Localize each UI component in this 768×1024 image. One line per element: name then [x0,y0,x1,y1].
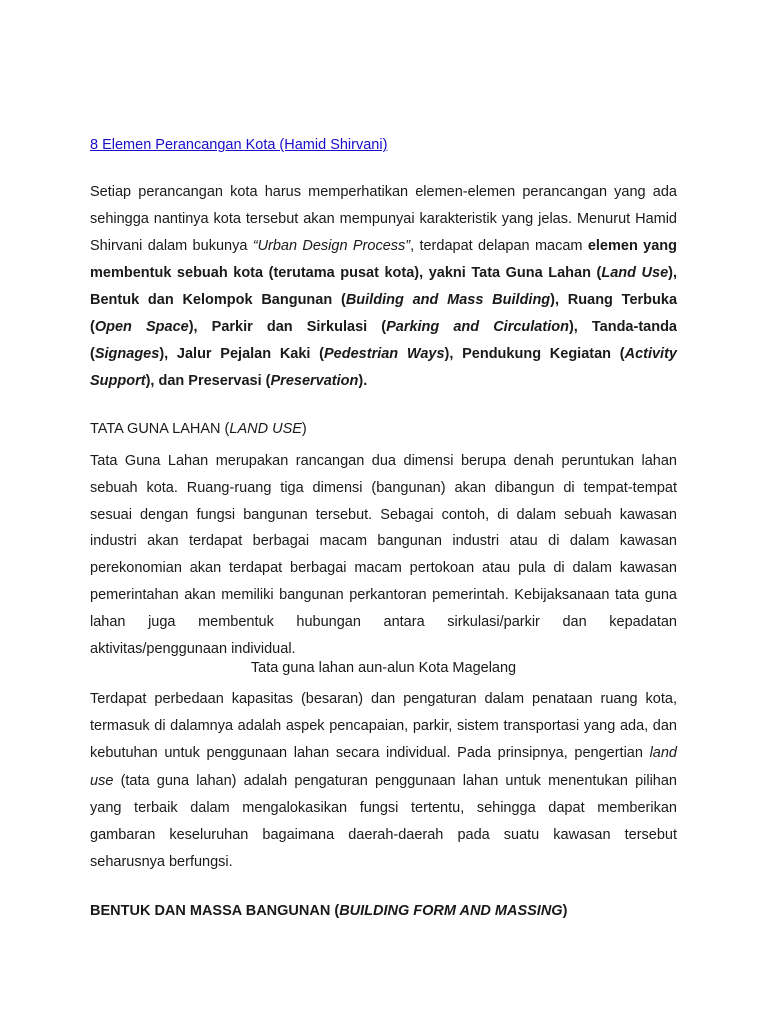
term-preservation: Preservation [270,373,359,389]
intro-bold-3: ), Ruang Terbuka ( [90,292,678,335]
land-use-para2-b: (tata guna lahan) adalah pengaturan penggunaan lahan untuk menentukan pilihan yang terbaik dalam mengalokasikan fungsi tertentu, sehingga dapat memberikan gambaran keseluruhan bagaimana daerah-daerah pada suatu kawasan tersebut seharusnya berfungsi. [90,772,677,871]
intro-bold-8: ), dan Preservasi ( [145,373,271,389]
land-use-paragraph-1: Tata Guna Lahan merupakan rancangan dua dimensi berupa denah peruntukan lahan sebuah kota. Ruang-ruang tiga dimensi (bangunan) akan dibangun di tempat-tempat sesuai dengan fungsi bangunan tersebut. Sebagai contoh, di dalam sebuah kawasan industri akan terdapat berbagai macam bangunan industri atau di dalam kawasan perekonomian akan terdapat berbagai macam pertokoan atau pula di dalam kawasan pemerintahan akan memiliki bangunan perkantoran pemerintah. Kebijaksanaan tata guna lahan juga membentuk hubungan antara sirkulasi/parkir dan kepadatan aktivitas/penggunaan individual. [90,453,677,657]
term-pedestrian: Pedestrian Ways [324,346,445,362]
image-caption: Tata guna lahan aun-alun Kota Magelang [250,660,517,676]
heading-land-use-c: ) [301,421,307,437]
heading-building-c: ) [562,903,568,919]
term-activity: Activity Support [90,346,677,389]
heading-building-b: BUILDING FORM AND MASSING [339,903,563,919]
intro-paragraph [90,179,677,395]
heading-building-form [90,903,567,919]
land-use-paragraph-2 [90,686,677,876]
intro-bold-4: ), Parkir dan Sirkulasi ( [188,319,387,335]
intro-bold-6: ), Jalur Pejalan Kaki ( [159,346,325,362]
intro-text-2: , terdapat delapan macam [410,238,588,254]
intro-bold-1: elemen yang membentuk sebuah kota (terutama pusat kota), yakni Tata Guna Lahan ( [90,238,677,281]
term-land-use: Land Use [601,265,669,281]
intro-bold-7: ), Pendukung Kegiatan ( [444,346,625,362]
heading-land-use-b: LAND USE [229,421,302,437]
heading-building-a: BENTUK DAN MASSA BANGUNAN ( [90,903,340,919]
book-title: “Urban Design Process” [252,238,411,254]
intro-bold-5: ), Tanda-tanda ( [90,319,677,362]
heading-land-use [90,421,307,437]
document-title-link[interactable]: 8 Elemen Perancangan Kota (Hamid Shirvani) [90,137,388,153]
term-signages: Signages [94,346,160,362]
term-parking: Parking and Circulation [386,319,569,335]
heading-land-use-a: TATA GUNA LAHAN ( [90,421,230,437]
term-building: Building and Mass Building [345,292,551,308]
land-use-para2-a: Terdapat perbedaan kapasitas (besaran) dan pengaturan dalam penataan ruang kota, termasuk di dalamnya adalah aspek pencapaian, parkir, sistem transportasi yang ada, dan kebutuhan untuk penggunaan lahan secara individual. Pada prinsipnya, pengertian [90,691,677,762]
intro-bold-2: ), Bentuk dan Kelompok Bangunan ( [90,265,677,308]
intro-text-1: Setiap perancangan kota harus memperhatikan elemen-elemen perancangan yang ada sehingga nantinya kota tersebut akan mempunyai karakteristik yang jelas. Menurut Hamid Shirvani dalam bukunya [90,184,677,254]
term-land-use-inline: land use [90,745,677,789]
term-open-space: Open Space [94,319,189,335]
intro-bold-9: ). [358,373,368,389]
